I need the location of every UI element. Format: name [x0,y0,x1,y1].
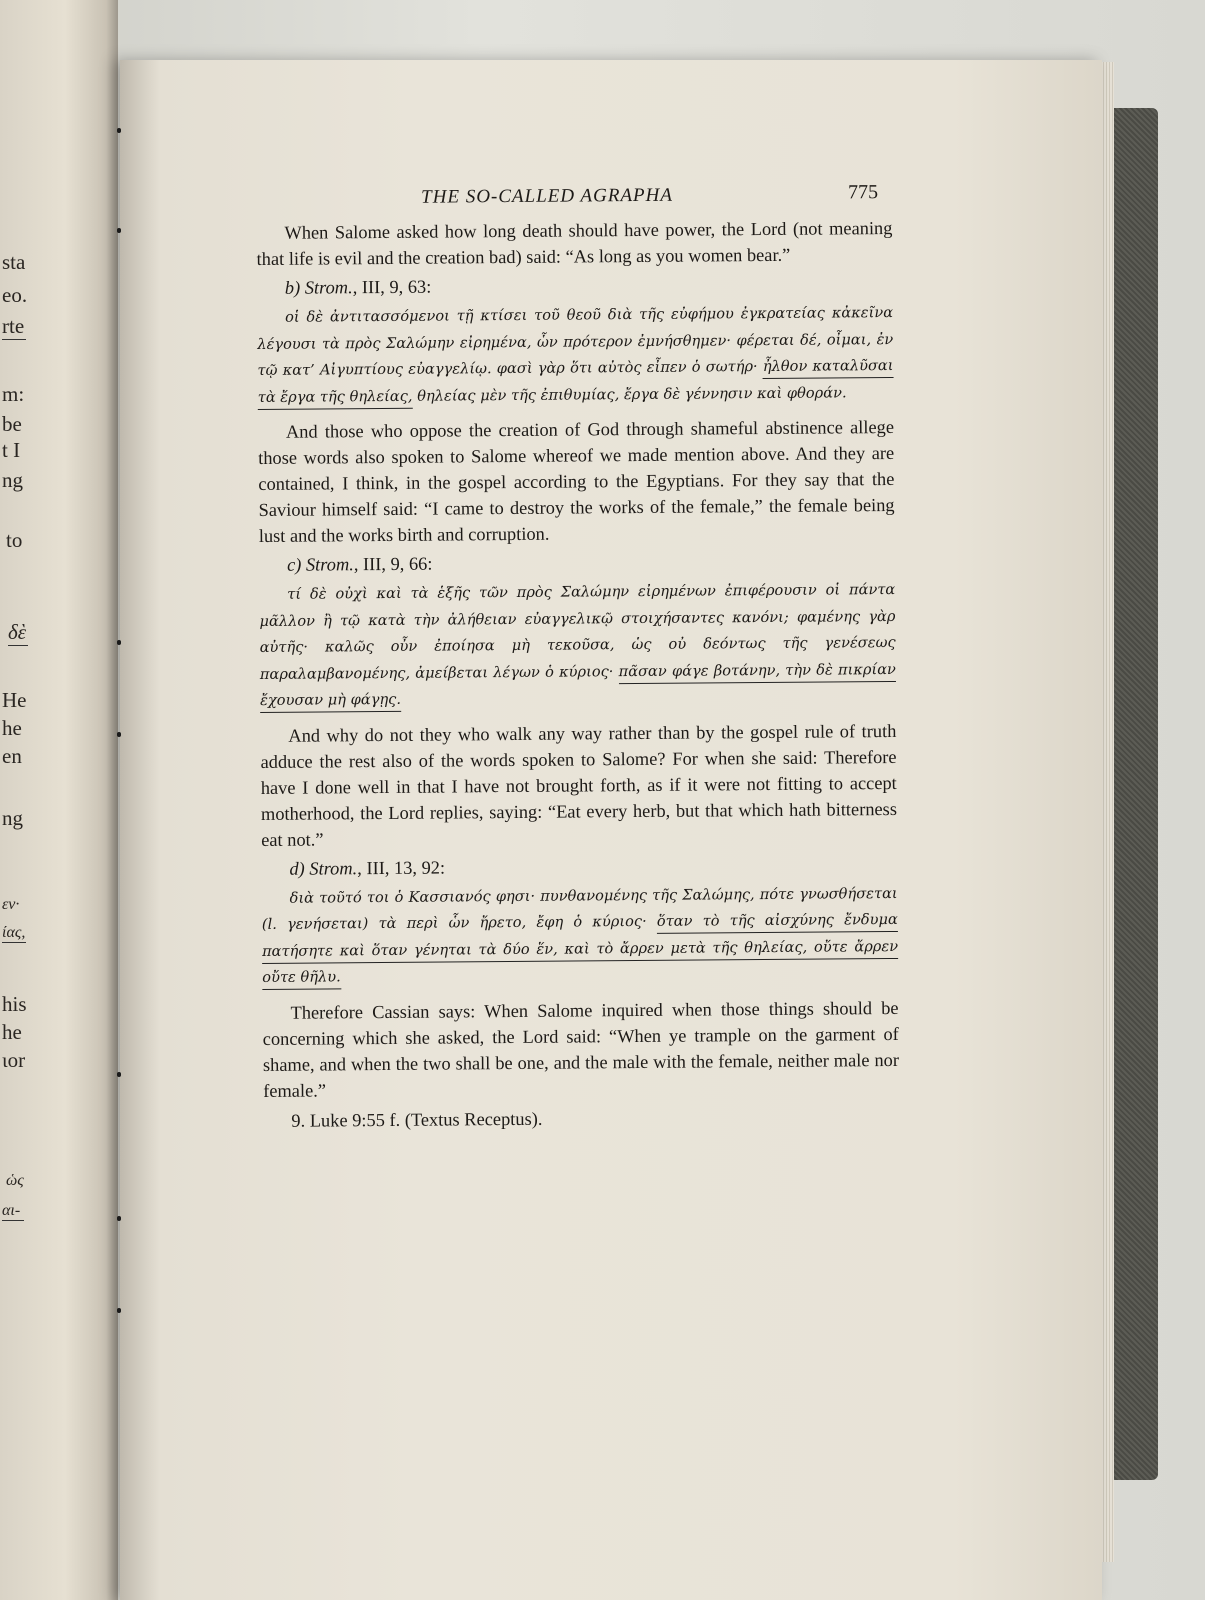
left-page-fragment: He [2,688,27,712]
left-page-fragment: ίας, [2,924,26,941]
left-page-fragment: to [6,528,23,552]
left-page-fragment: en [2,744,22,768]
left-page-fragment: sta [2,250,26,274]
paragraph-translation-b: And those who oppose the creation of God through shameful abstinence allege those words also spoken to Salome whereof we made mention above. And they are contained, I think, in the gospel according to the Egyptians. For they say that the Saviour himself said: “I came to destroy the works of the female,” the female being lust and the works birth and corruption. [258,416,895,546]
left-page-fragment: ng [2,468,23,492]
paragraph-salome-death: When Salome asked how long death should have power, the Lord (not meaning that life is evil and the creation bad) said: “As long as you women bear.” [256,218,893,269]
section-location: , III, 9, 66: [353,553,433,575]
binding-hole [117,640,121,645]
running-head [256,175,892,220]
greek-passage-b [257,300,894,411]
binding-hole [117,1308,121,1313]
left-page-fragment: ιor [2,1048,26,1072]
paragraph-translation-c: And why do not they who walk any way rather than by the gospel rule of truth adduce the rest also of the words spoken to Salome? For when she said: Therefore have I done well in that I have not brought forth, as if it were not fitting to accept motherhood, the Lord replies, saying: “Eat every herb, but that which hath bitterness eat not.” [260,720,898,850]
page-content [256,175,899,1133]
section-location: , III, 9, 63: [352,276,432,298]
section-location: , III, 13, 92: [357,857,446,878]
binding-hole [117,128,121,133]
greek-passage-c [259,577,896,714]
left-page-fragment: εν· [2,896,20,913]
page-number: 775 [848,181,879,204]
greek-underlined-saying: ἦλθον καταλῦσαι τὰ ἔργα τῆς θηλείας, [258,357,894,409]
greek-passage-d [262,880,899,991]
left-page-fragment: be [2,412,22,436]
left-page [0,0,118,1600]
section-d-heading [289,850,897,881]
running-head-title: THE SO-CALLED AGRAPHA [421,184,674,208]
section-b-heading [285,270,893,301]
greek-text: οἱ δὲ ἀντιτασσόμενοι τῇ κτίσει τοῦ θεοῦ διὰ τῆς εὐφήμου ἐγκρατείας κἀκεῖνα λέγουσι τὰ πρὸς Σαλώμην εἰρημένα, ὧν πρότερον ἐμνήσθημεν· φέρεται δέ, οἶμαι, ἐν τῷ κατ’ Αἰγυπτίους εὐαγγελίῳ. φασὶ γὰρ ὅτι αὐτὸς εἶπεν ὁ σωτήρ· [257,304,894,379]
section-ref: Strom. [304,277,353,298]
section-ref: Strom. [309,857,358,879]
greek-underlined-saying: πᾶσαν φάγε βοτάνην, τὴν δὲ πικρίαν ἔχουσαν μὴ φάγῃς. [260,660,896,712]
section-ref: Strom. [305,554,354,575]
left-page-fragment: ὡς [6,1172,24,1189]
left-page-fragment: δὲ [8,620,27,644]
section-label: d) [289,858,305,879]
greek-text: τί δὲ οὐχὶ καὶ τὰ ἑξῆς τῶν πρὸς Σαλώμην εἰρημένων ἐπιφέρουσιν οἱ πάντα μᾶλλον ἢ τῷ κατὰ τὴν ἀλήθειαν εὐαγγελικῷ στοιχήσαντες κανόνι; φαμένης γὰρ αὐτῆς· καλῶς οὖν ἐποίησα μὴ τεκοῦσα, ὡς οὐ δεόντως τῆς γενέσεως παραλαμβανομένης, ἀμείβεται λέγων ὁ κύριος· [259,580,896,683]
binding-hole [117,228,121,233]
left-page-fragment: he [2,716,22,740]
left-page-fragment: his [2,992,27,1016]
paragraph-translation-d: Therefore Cassian says: When Salome inquired when those things should be concerning which she asked, the Lord said: “When ye trample on the garment of shame, and when the two shall be one, and the male with the female, neither male nor female.” [262,997,900,1101]
greek-underlined-saying: ὅταν τὸ τῆς αἰσχύνης ἔνδυμα πατήσητε καὶ ὅταν γένηται τὰ δύο ἕν, καὶ τὸ ἄρρεν μετὰ τῆς θηλείας, οὔτε ἄρρεν οὔτε θῆλυ. [262,911,898,990]
binding-hole [117,1072,121,1077]
section-label: c) [286,554,302,575]
greek-text: διὰ τοῦτό τοι ὁ Κασσιανός φησι· πυνθανομένης τῆς Σαλώμης, πότε γνωσθήσεται (l. γενήσεται) τὰ περὶ ὧν ἤρετο, ἔφη ὁ κύριος· [261,884,898,933]
left-page-fragment: he [2,1020,22,1044]
section-label: b) [284,277,301,298]
left-page-fragment: rte [2,314,25,338]
left-page-fragment: m: [2,382,25,406]
greek-text: θηλείας μὲν τῆς ἐπιθυμίας, ἔργα δὲ γέννησιν καὶ φθοράν. [417,383,847,405]
footnote: 9. Luke 9:55 f. (Textus Receptus). [291,1108,543,1131]
binding-hole [117,732,121,737]
book-cover-edge [1110,108,1158,1480]
left-page-fragment: eo. [2,283,28,307]
binding-hole [117,1216,121,1221]
left-page-fragment: t I [2,438,21,462]
section-c-heading [287,547,895,578]
left-page-fragment: ng [2,806,23,830]
left-page-fragment: αι- [2,1202,24,1221]
